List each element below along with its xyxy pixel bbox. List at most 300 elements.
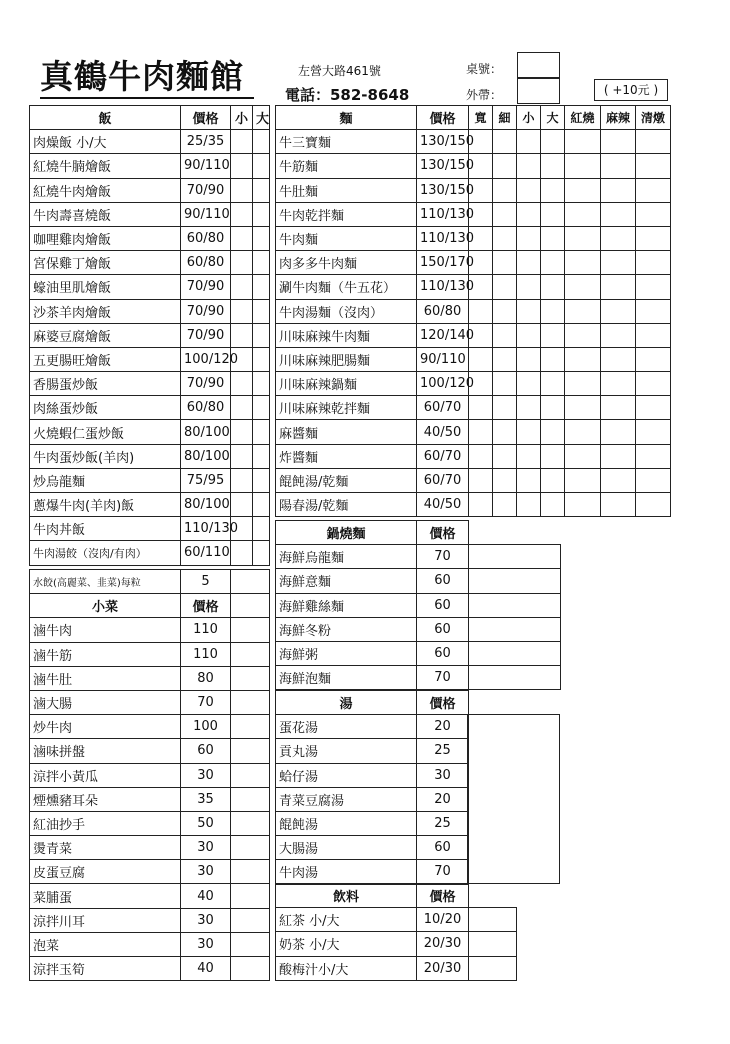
rice-row-price: 70/90	[181, 372, 231, 396]
order-cell[interactable]	[231, 763, 270, 787]
order-cell[interactable]	[541, 154, 565, 178]
order-cell[interactable]	[565, 396, 601, 420]
rice-row	[30, 275, 270, 299]
noodle-row-name: 牛肚麵	[276, 178, 417, 202]
side-row-price: 70	[181, 690, 231, 714]
order-cell[interactable]	[493, 444, 517, 468]
order-cell[interactable]	[636, 154, 671, 178]
order-cell[interactable]	[541, 130, 565, 154]
table-number-box[interactable]	[517, 52, 560, 78]
order-cell[interactable]	[231, 299, 253, 323]
order-cell[interactable]	[253, 275, 270, 299]
order-cell[interactable]	[231, 202, 253, 226]
order-cell[interactable]	[469, 545, 561, 569]
order-cell[interactable]	[493, 202, 517, 226]
option-header-large: 大	[541, 106, 565, 130]
order-cell[interactable]	[636, 444, 671, 468]
order-cell[interactable]	[231, 932, 270, 956]
noodle-row-name: 川味麻辣肥腸麵	[276, 347, 417, 371]
order-cell[interactable]	[601, 444, 636, 468]
side-row-name: 涼拌玉筍	[30, 957, 181, 981]
order-cell[interactable]	[253, 323, 270, 347]
rice-row-price: 100/120	[181, 347, 231, 371]
order-cell[interactable]	[253, 347, 270, 371]
order-cell[interactable]	[636, 251, 671, 275]
order-cell[interactable]	[541, 275, 565, 299]
soup-row-price: 60	[417, 836, 469, 860]
order-cell[interactable]	[493, 347, 517, 371]
order-cell[interactable]	[517, 396, 541, 420]
pot-row	[276, 545, 561, 569]
option-header-wide: 寬	[469, 106, 493, 130]
rice-row-name: 香腸蛋炒飯	[30, 372, 181, 396]
order-cell[interactable]	[253, 493, 270, 517]
order-cell[interactable]	[231, 154, 253, 178]
order-cell[interactable]	[636, 347, 671, 371]
soup-row-name: 牛肉湯	[276, 860, 417, 884]
order-cell[interactable]	[231, 860, 270, 884]
noodle-row	[276, 202, 671, 226]
rice-row-price: 80/100	[181, 444, 231, 468]
order-cell[interactable]	[636, 130, 671, 154]
noodle-row-name: 牛肉乾拌麵	[276, 202, 417, 226]
dumpling-row	[30, 570, 270, 594]
order-cell[interactable]	[541, 468, 565, 492]
order-cell[interactable]	[517, 468, 541, 492]
order-cell[interactable]	[636, 226, 671, 250]
order-cell[interactable]	[231, 468, 253, 492]
order-cell[interactable]	[231, 541, 253, 565]
noodle-row	[276, 347, 671, 371]
sides-header: 小菜	[30, 594, 181, 618]
pot-row-name: 海鮮意麵	[276, 569, 417, 593]
noodle-row-price: 100/120	[417, 372, 469, 396]
order-cell[interactable]	[231, 594, 270, 618]
order-cell[interactable]	[541, 420, 565, 444]
order-cell[interactable]	[601, 251, 636, 275]
noodle-row-price: 90/110	[417, 347, 469, 371]
order-cell[interactable]	[253, 130, 270, 154]
order-cell[interactable]	[231, 666, 270, 690]
order-cell[interactable]	[231, 618, 270, 642]
drink-row	[276, 908, 517, 932]
order-cell[interactable]	[636, 420, 671, 444]
side-row	[30, 957, 270, 981]
order-cell[interactable]	[231, 642, 270, 666]
order-cell[interactable]	[601, 493, 636, 517]
soup-row-price: 70	[417, 860, 469, 884]
order-cell[interactable]	[601, 372, 636, 396]
order-cell[interactable]	[517, 178, 541, 202]
order-cell[interactable]	[517, 347, 541, 371]
order-cell[interactable]	[565, 420, 601, 444]
noodle-row	[276, 444, 671, 468]
rice-row	[30, 154, 270, 178]
order-cell[interactable]	[231, 908, 270, 932]
order-cell[interactable]	[231, 957, 270, 981]
order-cell[interactable]	[565, 372, 601, 396]
order-cell[interactable]	[517, 444, 541, 468]
drink-row-price: 20/30	[417, 956, 469, 980]
order-cell[interactable]	[517, 420, 541, 444]
rice-row	[30, 541, 270, 565]
order-cell[interactable]	[601, 275, 636, 299]
order-cell[interactable]	[231, 493, 253, 517]
soup-row-name: 大腸湯	[276, 836, 417, 860]
rice-row-name: 宮保雞丁燴飯	[30, 251, 181, 275]
side-row	[30, 763, 270, 787]
order-cell[interactable]	[253, 468, 270, 492]
order-cell[interactable]	[565, 444, 601, 468]
order-cell[interactable]	[469, 593, 561, 617]
soup-header-row	[276, 691, 469, 715]
soup-row	[276, 715, 469, 739]
order-cell[interactable]	[469, 444, 493, 468]
order-cell[interactable]	[469, 420, 493, 444]
rice-row	[30, 202, 270, 226]
side-row	[30, 811, 270, 835]
order-cell[interactable]	[493, 468, 517, 492]
order-cell[interactable]	[636, 396, 671, 420]
order-cell[interactable]	[636, 275, 671, 299]
rice-row-price: 80/100	[181, 420, 231, 444]
order-cell[interactable]	[636, 493, 671, 517]
order-cell[interactable]	[253, 251, 270, 275]
order-cell[interactable]	[469, 569, 561, 593]
rice-row-name: 炒烏龍麵	[30, 468, 181, 492]
side-row-name: 炒牛肉	[30, 715, 181, 739]
order-cell[interactable]	[493, 420, 517, 444]
order-cell[interactable]	[541, 226, 565, 250]
side-row-name: 泡菜	[30, 932, 181, 956]
order-cell[interactable]	[231, 178, 253, 202]
noodle-price-header: 價格	[417, 106, 469, 130]
order-cell[interactable]	[601, 299, 636, 323]
pot-row-price: 60	[417, 617, 469, 641]
noodle-row	[276, 226, 671, 250]
soup-row-price: 20	[417, 715, 469, 739]
pot-row-name: 海鮮冬粉	[276, 617, 417, 641]
order-cell[interactable]	[636, 299, 671, 323]
order-cell[interactable]	[601, 420, 636, 444]
noodle-row-name: 川味麻辣鍋麵	[276, 372, 417, 396]
rice-row	[30, 130, 270, 154]
option-header-clear: 清燉	[636, 106, 671, 130]
soup-row-price: 25	[417, 811, 469, 835]
option-header-spicy: 麻辣	[601, 106, 636, 130]
order-cell[interactable]	[565, 347, 601, 371]
order-cell[interactable]	[231, 323, 253, 347]
large-header: 大	[253, 106, 270, 130]
order-cell[interactable]	[517, 275, 541, 299]
order-cell[interactable]	[565, 202, 601, 226]
order-cell[interactable]	[541, 178, 565, 202]
order-cell[interactable]	[636, 372, 671, 396]
order-cell[interactable]	[601, 154, 636, 178]
pot-row-name: 海鮮粥	[276, 641, 417, 665]
order-cell[interactable]	[636, 202, 671, 226]
soup-row-name: 蛋花湯	[276, 715, 417, 739]
sides-header-row	[30, 594, 270, 618]
order-cell[interactable]	[541, 251, 565, 275]
order-cell[interactable]	[541, 299, 565, 323]
side-row-name: 滷大腸	[30, 690, 181, 714]
order-cell[interactable]	[541, 444, 565, 468]
order-cell[interactable]	[493, 251, 517, 275]
order-cell[interactable]	[231, 372, 253, 396]
takeout-label: 外帶：	[466, 88, 503, 102]
rice-row-price: 60/110	[181, 541, 231, 565]
soup-row-price: 20	[417, 787, 469, 811]
order-cell[interactable]	[253, 444, 270, 468]
rice-row	[30, 468, 270, 492]
order-cell[interactable]	[493, 493, 517, 517]
order-cell[interactable]	[541, 202, 565, 226]
order-cell[interactable]	[231, 690, 270, 714]
side-row	[30, 690, 270, 714]
order-cell[interactable]	[231, 836, 270, 860]
side-row-name: 涼拌川耳	[30, 908, 181, 932]
order-cell[interactable]	[253, 226, 270, 250]
order-cell[interactable]	[231, 715, 270, 739]
order-cell[interactable]	[493, 154, 517, 178]
side-row-price: 60	[181, 739, 231, 763]
order-cell[interactable]	[231, 787, 270, 811]
pot-row-name: 海鮮雞絲麵	[276, 593, 417, 617]
order-cell[interactable]	[517, 372, 541, 396]
order-cell[interactable]	[231, 226, 253, 250]
noodle-row-price: 40/50	[417, 493, 469, 517]
order-cell[interactable]	[253, 178, 270, 202]
order-cell[interactable]	[493, 396, 517, 420]
order-cell[interactable]	[469, 956, 517, 980]
soup-row-price: 25	[417, 739, 469, 763]
drink-header: 飲料	[276, 884, 417, 908]
order-cell[interactable]	[493, 323, 517, 347]
order-cell[interactable]	[469, 908, 517, 932]
order-cell[interactable]	[517, 299, 541, 323]
restaurant-title: 真鶴牛肉麵館	[40, 57, 244, 96]
order-cell[interactable]	[565, 468, 601, 492]
order-cell[interactable]	[517, 130, 541, 154]
order-cell[interactable]	[517, 493, 541, 517]
order-cell[interactable]	[469, 396, 493, 420]
order-cell[interactable]	[601, 178, 636, 202]
order-cell[interactable]	[493, 226, 517, 250]
drink-row-price: 20/30	[417, 932, 469, 956]
soup-row	[276, 836, 469, 860]
rice-row	[30, 517, 270, 541]
rice-row-name: 牛肉湯餃（沒肉/有肉）	[30, 541, 181, 565]
soup-row	[276, 860, 469, 884]
side-row-name: 燙青菜	[30, 836, 181, 860]
rice-row-price: 60/80	[181, 226, 231, 250]
rice-row	[30, 420, 270, 444]
noodle-header: 麵	[276, 106, 417, 130]
rice-row-name: 肉絲蛋炒飯	[30, 396, 181, 420]
side-row-price: 35	[181, 787, 231, 811]
rice-price-header: 價格	[181, 106, 231, 130]
order-cell[interactable]	[253, 396, 270, 420]
noodle-row	[276, 299, 671, 323]
order-cell[interactable]	[565, 323, 601, 347]
rice-row-price: 80/100	[181, 493, 231, 517]
order-cell[interactable]	[517, 323, 541, 347]
side-row-price: 110	[181, 642, 231, 666]
order-cell[interactable]	[601, 323, 636, 347]
small-header: 小	[231, 106, 253, 130]
order-cell[interactable]	[231, 444, 253, 468]
pot-row-price: 60	[417, 641, 469, 665]
order-cell[interactable]	[541, 323, 565, 347]
order-cell[interactable]	[231, 811, 270, 835]
phone-text: 電話：582-8648	[285, 86, 410, 104]
order-cell[interactable]	[469, 932, 517, 956]
side-row-price: 40	[181, 884, 231, 908]
order-cell[interactable]	[601, 130, 636, 154]
order-cell[interactable]	[601, 347, 636, 371]
noodle-row-price: 130/150	[417, 130, 469, 154]
rice-row-name: 紅燒牛腩燴飯	[30, 154, 181, 178]
rice-row	[30, 347, 270, 371]
side-row	[30, 787, 270, 811]
order-cell[interactable]	[231, 884, 270, 908]
order-cell[interactable]	[231, 739, 270, 763]
order-cell[interactable]	[601, 468, 636, 492]
order-cell[interactable]	[231, 130, 253, 154]
order-cell[interactable]	[517, 226, 541, 250]
order-cell[interactable]	[493, 130, 517, 154]
rice-row-name: 肉燥飯 小/大	[30, 130, 181, 154]
order-cell[interactable]	[601, 202, 636, 226]
order-cell[interactable]	[565, 130, 601, 154]
order-cell[interactable]	[565, 178, 601, 202]
option-header-braised: 紅燒	[565, 106, 601, 130]
side-row	[30, 836, 270, 860]
order-cell[interactable]	[253, 202, 270, 226]
order-cell[interactable]	[469, 617, 561, 641]
order-cell[interactable]	[565, 299, 601, 323]
drink-row-name: 紅茶 小/大	[276, 908, 417, 932]
order-cell[interactable]	[469, 493, 493, 517]
order-cell[interactable]	[601, 226, 636, 250]
order-cell[interactable]	[231, 420, 253, 444]
order-cell[interactable]	[231, 275, 253, 299]
drink-row-price: 10/20	[417, 908, 469, 932]
order-cell[interactable]	[541, 347, 565, 371]
order-cell[interactable]	[253, 154, 270, 178]
sides-table	[29, 569, 270, 981]
order-cell[interactable]	[565, 154, 601, 178]
pot-row-name: 海鮮烏龍麵	[276, 545, 417, 569]
pot-row	[276, 569, 561, 593]
soup-row-name: 蛤仔湯	[276, 763, 417, 787]
order-cell[interactable]	[253, 541, 270, 565]
noodle-row	[276, 493, 671, 517]
side-row-name: 滷味拼盤	[30, 739, 181, 763]
rice-row-name: 蔥爆牛肉(羊肉)飯	[30, 493, 181, 517]
order-cell[interactable]	[565, 493, 601, 517]
side-row-price: 30	[181, 932, 231, 956]
noodle-row-name: 川味麻辣乾拌麵	[276, 396, 417, 420]
side-row	[30, 642, 270, 666]
order-cell[interactable]	[636, 178, 671, 202]
order-cell[interactable]	[493, 275, 517, 299]
side-row-price: 80	[181, 666, 231, 690]
order-cell[interactable]	[469, 347, 493, 371]
order-cell[interactable]	[493, 372, 517, 396]
order-cell[interactable]	[469, 666, 561, 690]
order-cell[interactable]	[541, 372, 565, 396]
takeout-box[interactable]	[517, 78, 560, 104]
order-cell[interactable]	[253, 372, 270, 396]
pot-row-price: 60	[417, 569, 469, 593]
order-cell[interactable]	[493, 299, 517, 323]
order-cell[interactable]	[601, 396, 636, 420]
drink-header-row	[276, 884, 517, 908]
drink-row-name: 酸梅汁小/大	[276, 956, 417, 980]
order-cell[interactable]	[253, 299, 270, 323]
order-cell[interactable]	[541, 396, 565, 420]
rice-row-name: 五更腸旺燴飯	[30, 347, 181, 371]
sides-price-header: 價格	[181, 594, 231, 618]
order-cell[interactable]	[493, 178, 517, 202]
side-row	[30, 884, 270, 908]
order-cell[interactable]	[231, 570, 270, 594]
order-cell[interactable]	[253, 517, 270, 541]
order-cell[interactable]	[231, 251, 253, 275]
noodle-row-name: 肉多多牛肉麵	[276, 251, 417, 275]
soup-order-box[interactable]	[467, 714, 560, 884]
order-cell[interactable]	[469, 468, 493, 492]
noodle-row	[276, 251, 671, 275]
side-row-price: 30	[181, 908, 231, 932]
pot-row	[276, 666, 561, 690]
order-cell[interactable]	[469, 641, 561, 665]
order-cell[interactable]	[469, 299, 493, 323]
rice-row-name: 牛肉壽喜燒飯	[30, 202, 181, 226]
side-row-name: 紅油抄手	[30, 811, 181, 835]
order-cell[interactable]	[565, 251, 601, 275]
side-row-price: 40	[181, 957, 231, 981]
noodle-row	[276, 372, 671, 396]
rice-row	[30, 226, 270, 250]
order-cell[interactable]	[253, 420, 270, 444]
pot-header-row	[276, 521, 561, 545]
side-row-price: 50	[181, 811, 231, 835]
order-cell[interactable]	[636, 468, 671, 492]
rice-row	[30, 444, 270, 468]
order-cell[interactable]	[231, 396, 253, 420]
order-cell[interactable]	[517, 154, 541, 178]
side-row-name: 涼拌小黃瓜	[30, 763, 181, 787]
noodle-row-price: 150/170	[417, 251, 469, 275]
side-row-name: 滷牛筋	[30, 642, 181, 666]
order-cell[interactable]	[636, 323, 671, 347]
noodle-row-price: 60/70	[417, 444, 469, 468]
order-cell[interactable]	[517, 251, 541, 275]
drink-price-header: 價格	[417, 884, 469, 908]
rice-row-price: 60/80	[181, 396, 231, 420]
pot-header: 鍋燒麵	[276, 521, 417, 545]
order-cell[interactable]	[541, 493, 565, 517]
order-cell[interactable]	[517, 202, 541, 226]
order-cell[interactable]	[565, 226, 601, 250]
side-row	[30, 739, 270, 763]
rice-row	[30, 396, 270, 420]
order-cell[interactable]	[565, 275, 601, 299]
rice-row-price: 60/80	[181, 251, 231, 275]
